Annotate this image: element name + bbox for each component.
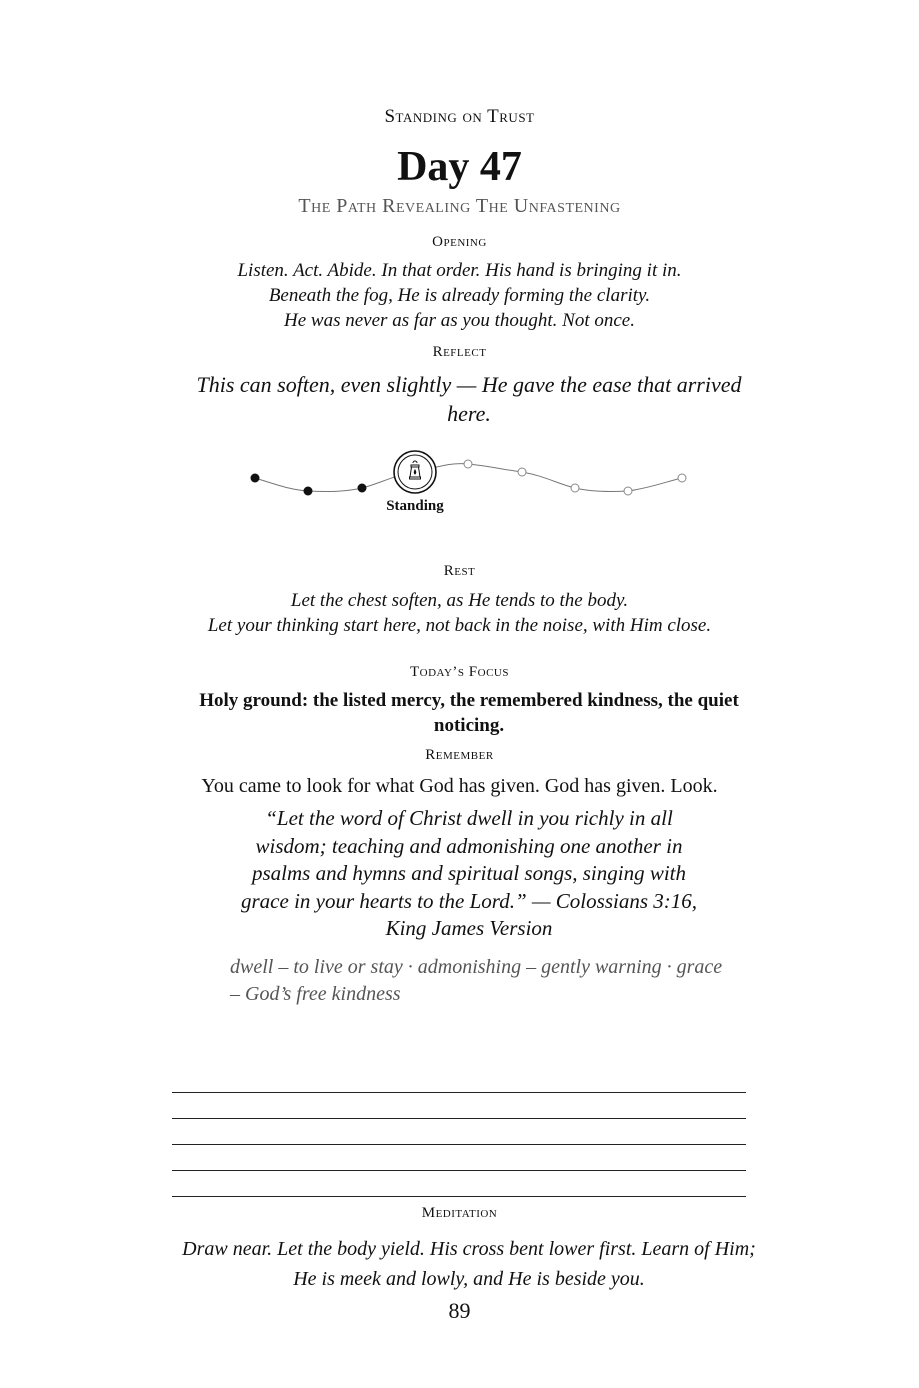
opening-line: Beneath the fog, He is already forming the clarity.	[268, 285, 651, 306]
rest-label: Rest	[443, 563, 476, 579]
step-upcoming	[571, 484, 579, 492]
step-completed	[358, 484, 367, 493]
opening-line: Listen. Act. Abide. In that order. His hand is bringing it in.	[237, 260, 682, 281]
page-number: 89	[448, 1298, 471, 1323]
focus-text: Holy ground: the listed mercy, the remembered kindness, the quiet noticing.	[199, 690, 739, 736]
step-completed	[304, 487, 313, 496]
series-title: Standing on Trust	[384, 106, 535, 127]
remember-text: You came to look for what God has given. God has given. Look.	[201, 775, 718, 797]
journal-line[interactable]	[172, 1170, 746, 1171]
remember-label: Remember	[425, 747, 494, 763]
rest-line: Let your thinking start here, not back in the noise, with Him close.	[207, 615, 712, 636]
opening-text	[0, 258, 919, 333]
meditation-label: Meditation	[421, 1205, 498, 1221]
step-upcoming	[464, 460, 472, 468]
scripture-verse: “Let the word of Christ dwell in you richly in all wisdom; teaching and admonishing one another in psalms and hymns and spiritual songs, singing with grace in your hearts to the Lord.” — Colossians 3:16, King James Version	[241, 806, 697, 940]
step-upcoming	[624, 487, 632, 495]
opening-line: He was never as far as you thought. Not once.	[284, 310, 635, 331]
journal-line[interactable]	[172, 1196, 746, 1197]
day-subtitle: The Path Revealing The Unfastening	[298, 195, 621, 217]
meditation-text: Draw near. Let the body yield. His cross bent lower first. Learn of Him; He is meek and lowly, and He is beside you.	[182, 1238, 756, 1290]
reflect-text: This can soften, even slightly — He gave the ease that arrived here.	[196, 372, 742, 426]
step-current	[394, 451, 436, 493]
progress-path	[0, 440, 919, 520]
reflect-label: Reflect	[432, 344, 487, 360]
journal-line[interactable]	[172, 1092, 746, 1093]
current-step-label: Standing	[386, 498, 444, 514]
journal-line[interactable]	[172, 1144, 746, 1145]
focus-label: Today’s Focus	[410, 664, 509, 680]
rest-text	[0, 588, 919, 638]
glossary: dwell – to live or stay · admonishing – gently warning · grace – God’s free kindness	[230, 956, 723, 1005]
step-completed	[251, 474, 260, 483]
rest-line: Let the chest soften, as He tends to the body.	[290, 590, 629, 611]
step-upcoming	[518, 468, 526, 476]
journal-line[interactable]	[172, 1118, 746, 1119]
step-upcoming	[678, 474, 686, 482]
day-title: Day 47	[397, 144, 522, 190]
opening-label: Opening	[432, 234, 487, 250]
